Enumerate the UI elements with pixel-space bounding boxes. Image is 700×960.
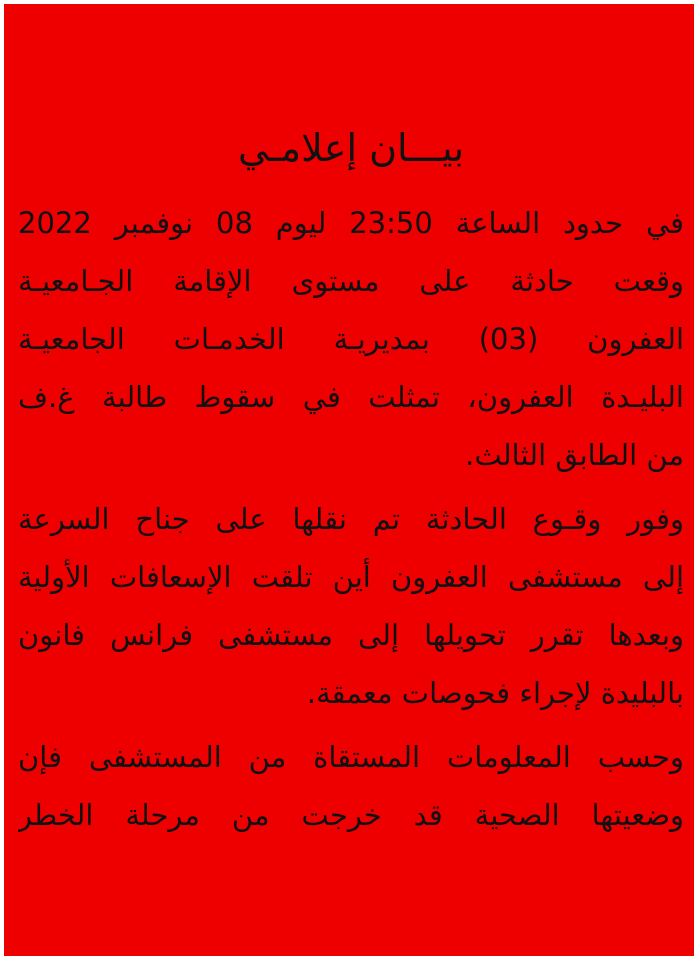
text-line: وحسب المعلومات المستقاة من المستشفى فإن	[18, 740, 684, 774]
text-line: في حدود الساعة 23:50 ليوم 08 نوفمبر 2022	[18, 206, 684, 240]
statement-poster	[4, 4, 694, 956]
text-line: وبعدها تقرر تحويلها إلى مستشفى فرانس فانون	[18, 618, 684, 652]
text-line: وفور وقـوع الحادثة تم نقلها على جناح السرعة	[18, 502, 684, 536]
text-line: من الطابق الثالث.	[465, 438, 684, 472]
text-line: بالبليدة لإجراء فحوصات معمقة.	[306, 676, 684, 710]
paragraph-transfer	[18, 490, 684, 722]
paragraph-condition	[18, 728, 684, 844]
text-line: وقعت حادثة على مستوى الإقامة الجـامعيـة	[18, 264, 684, 298]
statement-title: بيـــان إعلامـي	[237, 126, 465, 170]
text-line: البليـدة العفرون، تمثلت في سقوط طالبة غ.ف	[18, 380, 684, 414]
statement-content	[18, 122, 684, 844]
paragraph-incident	[18, 194, 684, 484]
text-line: وضعيتها الصحية قد خرجت من مرحلة الخطر	[18, 798, 684, 832]
text-line: العفرون (03) بمديريـة الخدمـات الجامعيـة	[18, 322, 684, 356]
text-line: إلى مستشفى العفرون أين تلقت الإسعافات الأولية	[18, 560, 684, 594]
